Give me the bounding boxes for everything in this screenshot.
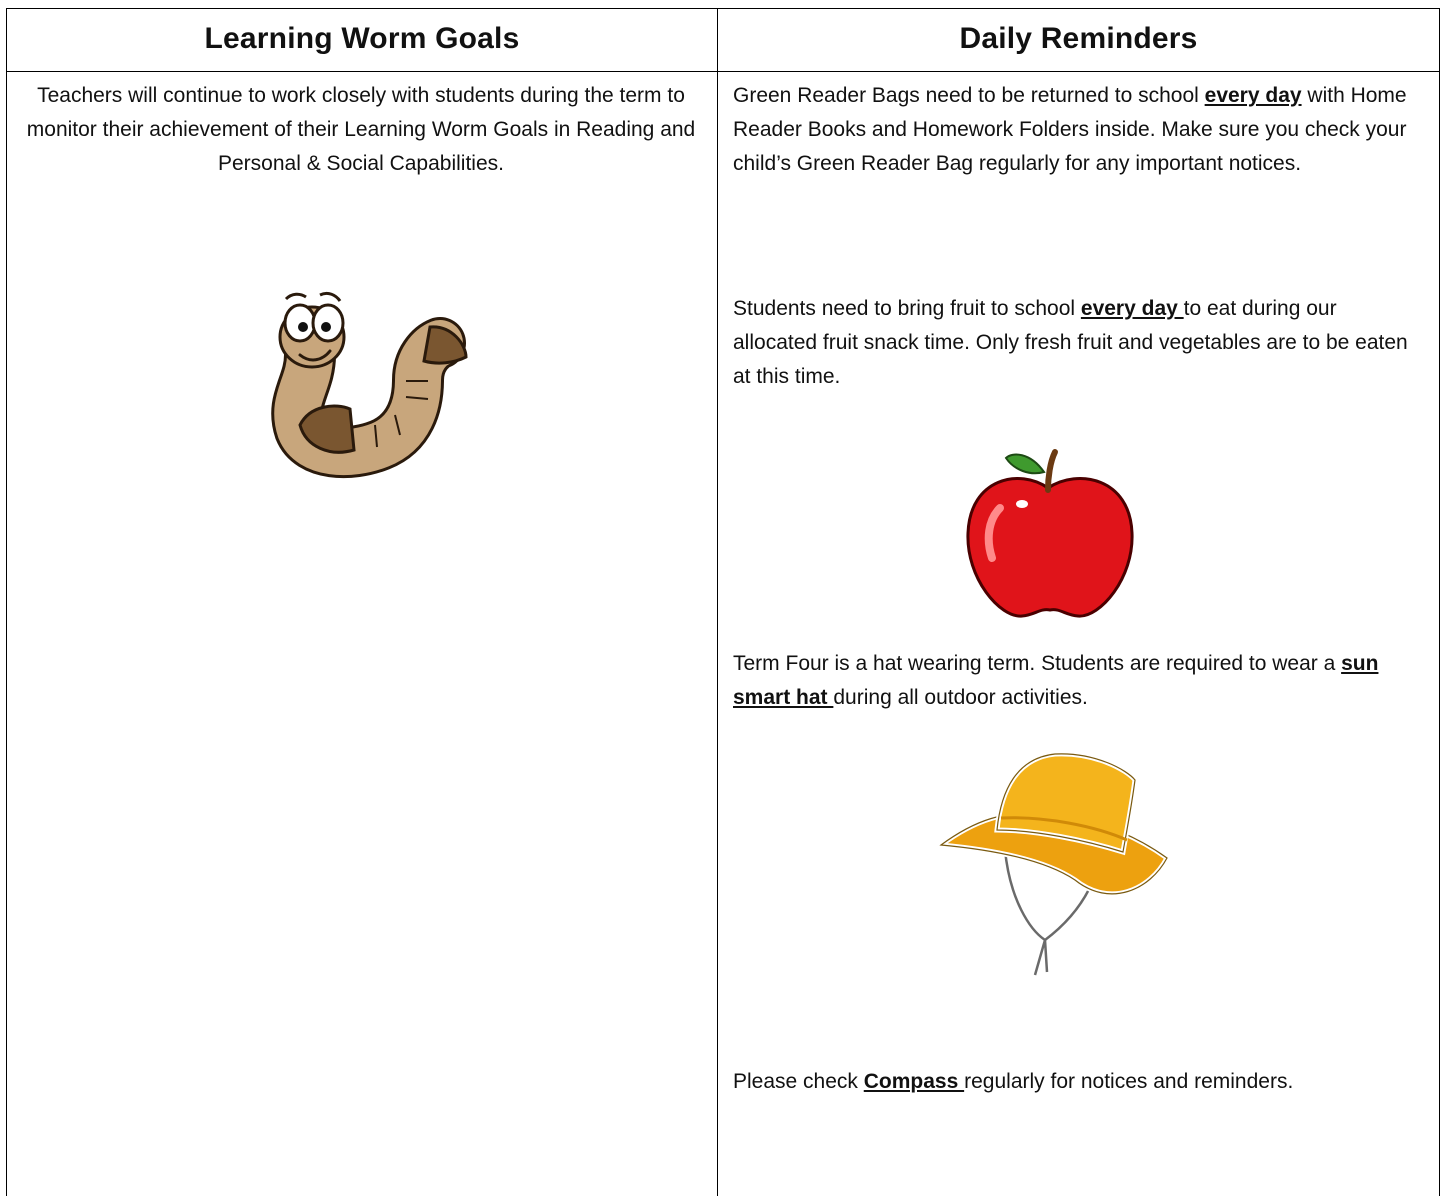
emphasis-compass: Compass — [863, 1070, 965, 1093]
emphasis-every-day: every day — [1204, 84, 1302, 107]
apple-leaf — [1006, 455, 1044, 474]
reminder-sun-hat: Term Four is a hat wearing term. Students are required to wear a sun smart hat during all outdoor activities. — [733, 652, 1379, 709]
table-left-border — [6, 8, 7, 1196]
reminder-compass: Please check Compass regularly for notices and reminders. — [733, 1070, 1294, 1093]
learning-goals-paragraph: Teachers will continue to work closely with students during the term to monitor their achievement of their Learning Worm Goals in Reading and Personal & Social Capabilities. — [26, 84, 696, 175]
learning-worm-goals-heading: Learning Worm Goals — [204, 22, 520, 55]
emphasis-sun-smart-hat: sun smart hat — [733, 652, 1379, 709]
column-divider — [717, 8, 718, 1196]
header-divider — [6, 71, 1440, 72]
worm-image — [270, 285, 480, 465]
reminder-fruit: Students need to bring fruit to school every day to eat during our allocated fruit snack time. Only fresh fruit and vegetables are to be eaten at this time. — [733, 297, 1408, 388]
hat-image — [935, 740, 1175, 985]
daily-reminders-heading: Daily Reminders — [959, 22, 1198, 55]
apple-image — [960, 448, 1140, 623]
emphasis-every-day: every day — [1080, 297, 1184, 320]
reminder-reader-bags: Green Reader Bags need to be returned to school every day with Home Reader Books and Homework Folders inside. Make sure you check your child’s Green Reader Bag regularly for any important notices. — [733, 84, 1407, 175]
table-right-border — [1439, 8, 1440, 1196]
